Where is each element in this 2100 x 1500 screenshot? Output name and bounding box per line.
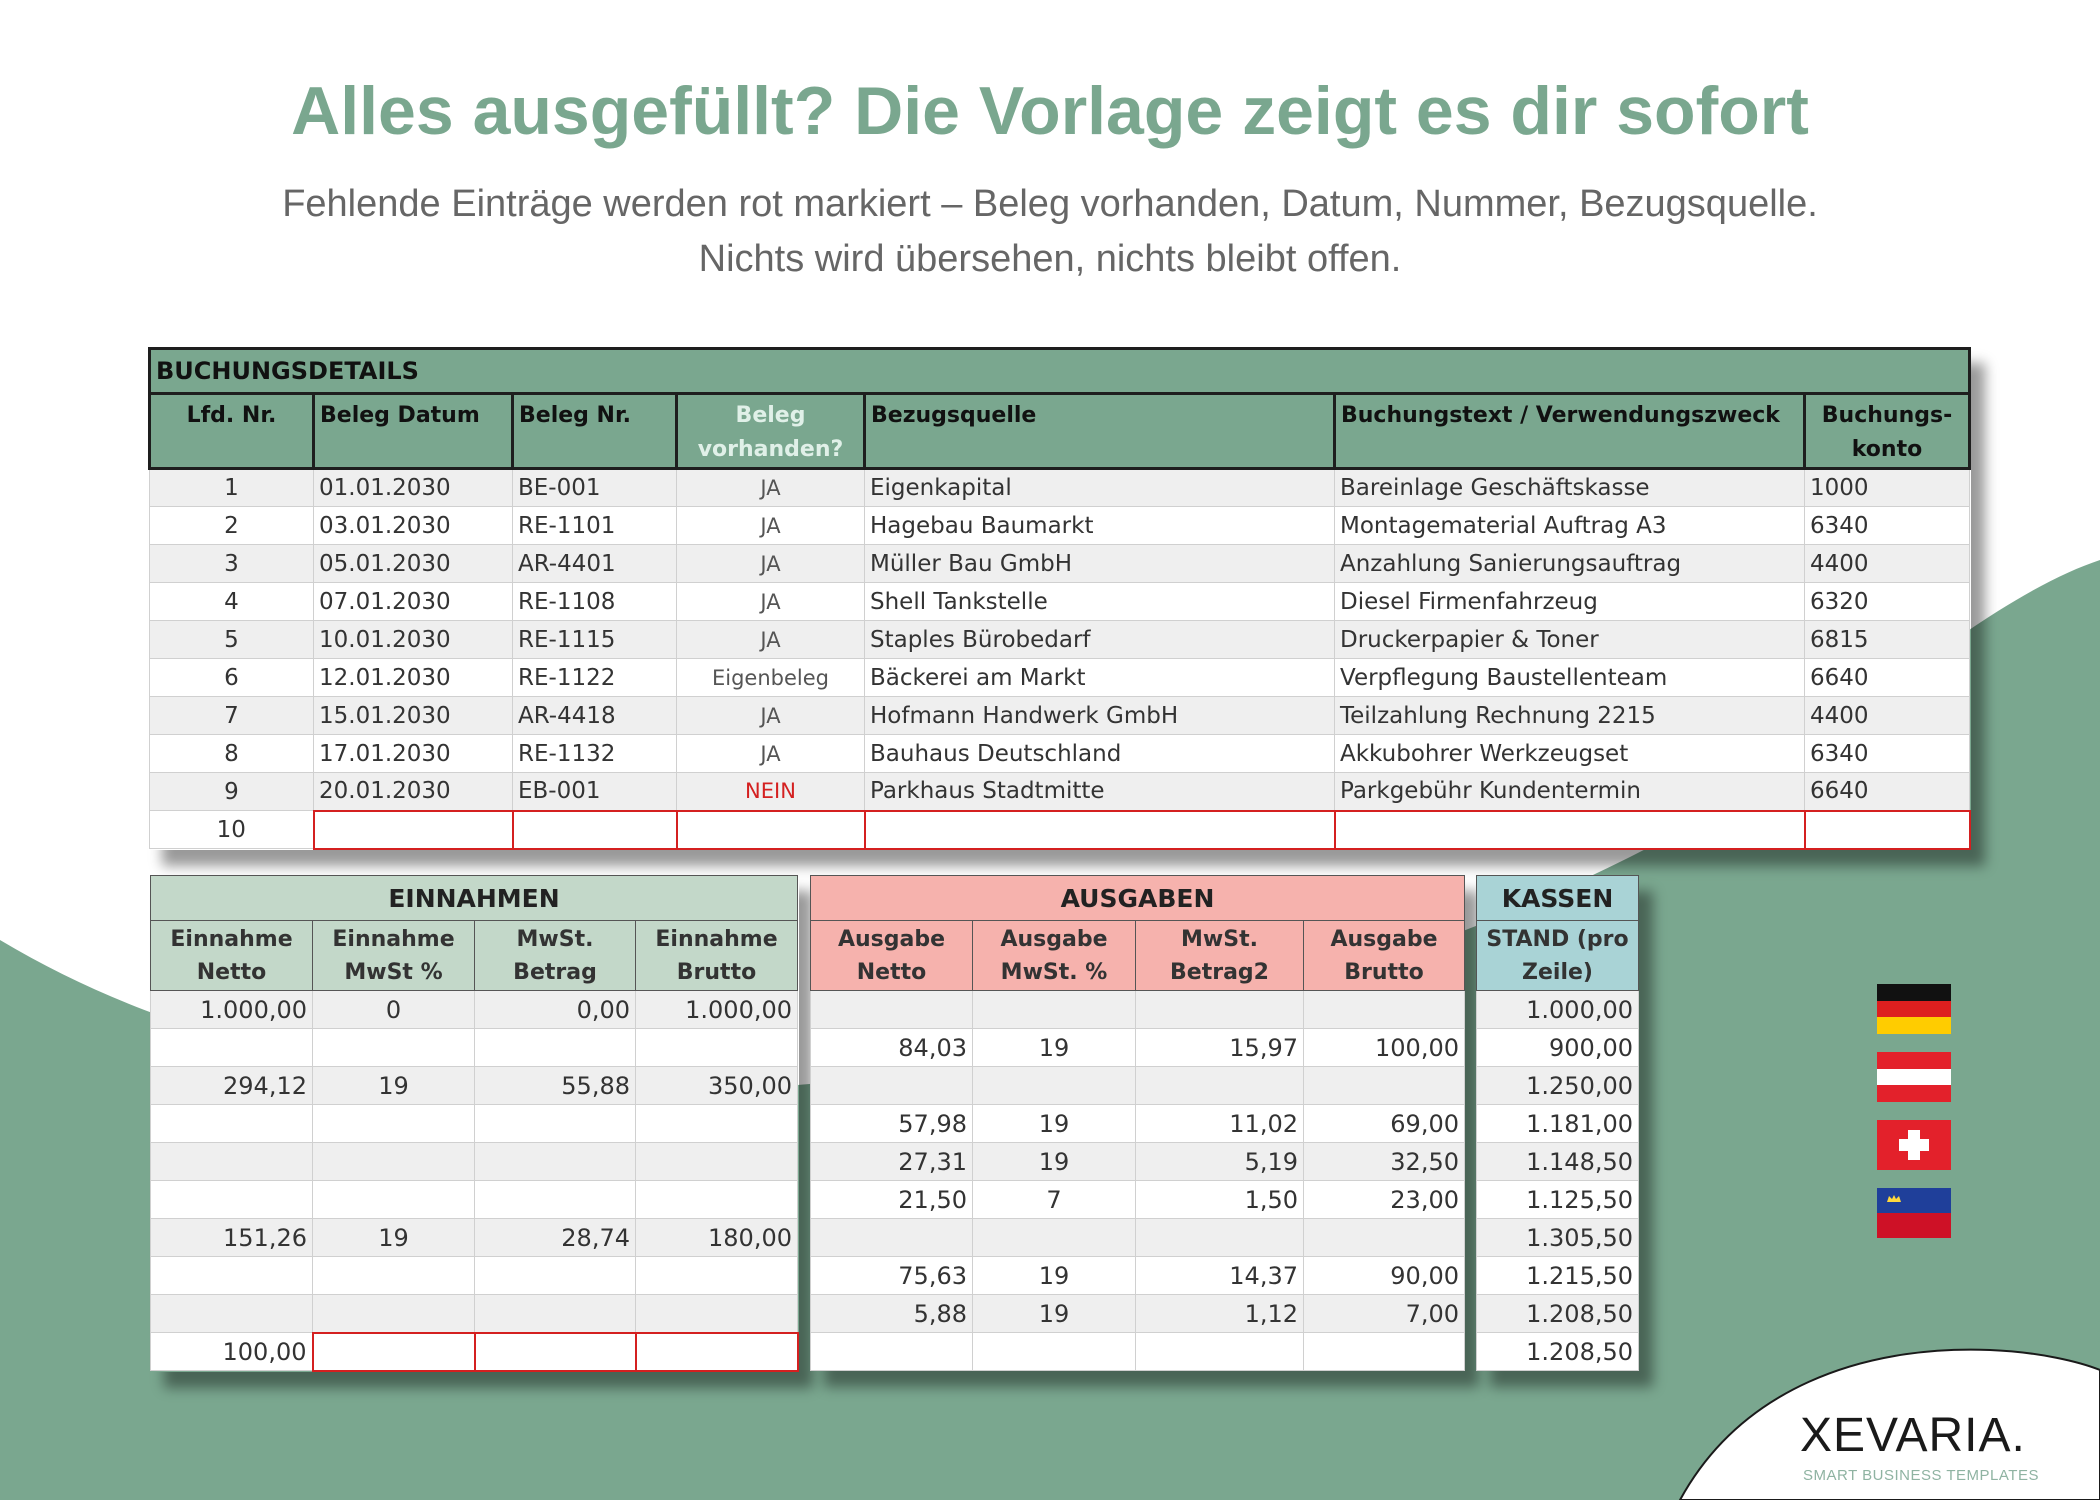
cell-kassen-stand[interactable]: 1.181,00 <box>1477 1105 1639 1143</box>
cell-kassen-stand[interactable]: 1.250,00 <box>1477 1067 1639 1105</box>
cell-einnahmen-netto[interactable]: 100,00 <box>151 1333 313 1371</box>
cell-buchungskonto[interactable]: 1000 <box>1805 469 1970 507</box>
cell-einnahmen-pct[interactable]: 19 <box>313 1067 475 1105</box>
table-row <box>811 1219 1465 1257</box>
einnahmen-table <box>150 875 799 1372</box>
cell-einnahmen-pct[interactable] <box>313 1029 475 1067</box>
cell-buchungstext[interactable]: Diesel Firmenfahrzeug <box>1335 583 1805 621</box>
cell-beleg-datum[interactable]: 03.01.2030 <box>314 507 513 545</box>
cell-einnahmen-brutto[interactable] <box>636 1257 798 1295</box>
cell-beleg-datum[interactable]: 01.01.2030 <box>314 469 513 507</box>
table-row <box>150 507 1970 545</box>
column-header-beleg-datum: Beleg Datum <box>314 394 513 469</box>
cell-einnahmen-brutto[interactable]: 350,00 <box>636 1067 798 1105</box>
cell-beleg-vorhanden[interactable]: JA <box>677 621 865 659</box>
cell-bezugsquelle[interactable]: Staples Bürobedarf <box>865 621 1335 659</box>
section-title-buchungsdetails: BUCHUNGSDETAILS <box>150 349 1970 394</box>
cell-lfd-nr[interactable]: 10 <box>150 811 314 849</box>
brand-logo: XEVARIA. <box>1800 1409 2026 1462</box>
cell-kassen-stand[interactable]: 1.208,50 <box>1477 1333 1639 1371</box>
cell-bezugsquelle[interactable]: Eigenkapital <box>865 469 1335 507</box>
kassen-table <box>1476 875 1639 1371</box>
cell-beleg-vorhanden[interactable]: Eigenbeleg <box>677 659 865 697</box>
cell-beleg-vorhanden[interactable]: JA <box>677 507 865 545</box>
cell-ausgaben-pct[interactable]: 19 <box>973 1029 1136 1067</box>
table-row <box>1477 1105 1639 1143</box>
cell-lfd-nr[interactable]: 3 <box>150 545 314 583</box>
table-row <box>151 1143 798 1181</box>
cell-buchungstext[interactable]: Teilzahlung Rechnung 2215 <box>1335 697 1805 735</box>
table-row <box>151 1029 798 1067</box>
table-row <box>151 1067 798 1105</box>
cell-einnahmen-betrag[interactable] <box>475 1181 636 1219</box>
cell-buchungstext[interactable]: Verpflegung Baustellenteam <box>1335 659 1805 697</box>
cell-lfd-nr[interactable]: 2 <box>150 507 314 545</box>
cell-beleg-vorhanden[interactable]: JA <box>677 735 865 773</box>
cell-ausgaben-betrag[interactable] <box>1136 1219 1304 1257</box>
cell-bezugsquelle[interactable] <box>865 811 1335 849</box>
cell-beleg-nr[interactable]: EB-001 <box>513 773 677 811</box>
cell-lfd-nr[interactable]: 1 <box>150 469 314 507</box>
table-row <box>150 469 1970 507</box>
cell-einnahmen-netto[interactable]: 151,26 <box>151 1219 313 1257</box>
cell-ausgaben-netto[interactable]: 27,31 <box>811 1143 973 1181</box>
cell-beleg-datum[interactable]: 05.01.2030 <box>314 545 513 583</box>
table-row <box>811 1295 1465 1333</box>
cell-buchungskonto[interactable]: 6340 <box>1805 507 1970 545</box>
table-row <box>151 1333 798 1371</box>
cell-beleg-datum[interactable]: 07.01.2030 <box>314 583 513 621</box>
cell-bezugsquelle[interactable]: Parkhaus Stadtmitte <box>865 773 1335 811</box>
cell-einnahmen-betrag[interactable]: 28,74 <box>475 1219 636 1257</box>
cell-ausgaben-pct[interactable]: 19 <box>973 1295 1136 1333</box>
cell-beleg-datum[interactable]: 20.01.2030 <box>314 773 513 811</box>
cell-einnahmen-pct[interactable]: 19 <box>313 1219 475 1257</box>
cell-beleg-datum[interactable]: 15.01.2030 <box>314 697 513 735</box>
liechtenstein-flag-icon <box>1877 1188 1951 1238</box>
cell-ausgaben-pct[interactable] <box>973 1219 1136 1257</box>
cell-buchungstext[interactable]: Parkgebühr Kundentermin <box>1335 773 1805 811</box>
cell-einnahmen-netto[interactable] <box>151 1257 313 1295</box>
cell-beleg-vorhanden[interactable]: JA <box>677 469 865 507</box>
table-row <box>150 811 1970 849</box>
cell-einnahmen-betrag[interactable] <box>475 1333 636 1371</box>
cell-beleg-nr[interactable]: RE-1132 <box>513 735 677 773</box>
cell-kassen-stand[interactable]: 1.000,00 <box>1477 991 1639 1029</box>
cell-lfd-nr[interactable]: 4 <box>150 583 314 621</box>
cell-ausgaben-netto[interactable]: 5,88 <box>811 1295 973 1333</box>
cell-beleg-nr[interactable]: RE-1122 <box>513 659 677 697</box>
section-title-ausgaben: AUSGABEN <box>811 876 1465 921</box>
table-row <box>151 1181 798 1219</box>
cell-buchungskonto[interactable]: 6815 <box>1805 621 1970 659</box>
cell-einnahmen-betrag[interactable] <box>475 1143 636 1181</box>
table-row <box>150 583 1970 621</box>
table-row <box>150 773 1970 811</box>
column-header-beleg-nr: Beleg Nr. <box>513 394 677 469</box>
cell-ausgaben-betrag[interactable]: 1,50 <box>1136 1181 1304 1219</box>
section-title-einnahmen: EINNAHMEN <box>151 876 798 921</box>
cell-ausgaben-brutto[interactable]: 7,00 <box>1304 1295 1465 1333</box>
page-title: Alles ausgefüllt? Die Vorlage zeigt es dir sofort <box>291 73 1809 149</box>
cell-beleg-nr[interactable]: AR-4418 <box>513 697 677 735</box>
column-header-einnahme-netto: Einnahme Netto <box>151 921 313 991</box>
column-header-einnahme-mwst-betrag: MwSt. Betrag <box>475 921 636 991</box>
cell-einnahmen-betrag[interactable] <box>475 1257 636 1295</box>
cell-einnahmen-pct[interactable] <box>313 1181 475 1219</box>
table-row <box>1477 1143 1639 1181</box>
cell-beleg-nr[interactable]: RE-1101 <box>513 507 677 545</box>
cell-lfd-nr[interactable]: 7 <box>150 697 314 735</box>
cell-einnahmen-brutto[interactable] <box>636 1181 798 1219</box>
cell-buchungskonto[interactable]: 4400 <box>1805 545 1970 583</box>
cell-einnahmen-pct[interactable] <box>313 1295 475 1333</box>
table-row <box>150 621 1970 659</box>
austria-flag-icon <box>1877 1052 1951 1102</box>
column-header-ausgabe-mwst-betrag: MwSt. Betrag2 <box>1136 921 1304 991</box>
cell-lfd-nr[interactable]: 6 <box>150 659 314 697</box>
table-row <box>1477 991 1639 1029</box>
cell-einnahmen-pct[interactable] <box>313 1105 475 1143</box>
table-row <box>811 1333 1465 1371</box>
cell-ausgaben-brutto[interactable]: 69,00 <box>1304 1105 1465 1143</box>
cell-einnahmen-netto[interactable]: 294,12 <box>151 1067 313 1105</box>
cell-kassen-stand[interactable]: 1.305,50 <box>1477 1219 1639 1257</box>
cell-beleg-vorhanden[interactable]: JA <box>677 545 865 583</box>
column-header-buchungstext: Buchungstext / Verwendungszweck <box>1335 394 1805 469</box>
cell-ausgaben-betrag[interactable]: 5,19 <box>1136 1143 1304 1181</box>
cell-beleg-nr[interactable]: BE-001 <box>513 469 677 507</box>
cell-kassen-stand[interactable]: 900,00 <box>1477 1029 1639 1067</box>
table-row <box>151 1105 798 1143</box>
table-row <box>150 659 1970 697</box>
cell-ausgaben-pct[interactable] <box>973 991 1136 1029</box>
buchungsdetails-table <box>148 347 1971 850</box>
cell-bezugsquelle[interactable]: Bauhaus Deutschland <box>865 735 1335 773</box>
column-header-ausgabe-brutto: Ausgabe Brutto <box>1304 921 1465 991</box>
table-row <box>811 1105 1465 1143</box>
switzerland-flag-icon <box>1877 1120 1951 1170</box>
cell-einnahmen-netto[interactable]: 1.000,00 <box>151 991 313 1029</box>
cell-buchungskonto[interactable]: 6340 <box>1805 735 1970 773</box>
cell-einnahmen-betrag[interactable] <box>475 1105 636 1143</box>
cell-einnahmen-brutto[interactable] <box>636 1105 798 1143</box>
cell-ausgaben-pct[interactable]: 19 <box>973 1105 1136 1143</box>
table-row <box>811 1181 1465 1219</box>
cell-ausgaben-brutto[interactable] <box>1304 991 1465 1029</box>
cell-bezugsquelle[interactable]: Shell Tankstelle <box>865 583 1335 621</box>
section-title-kassen: KASSEN <box>1477 876 1639 921</box>
cell-einnahmen-brutto[interactable]: 180,00 <box>636 1219 798 1257</box>
cell-ausgaben-netto[interactable] <box>811 1333 973 1371</box>
cell-einnahmen-brutto[interactable] <box>636 1333 798 1371</box>
germany-flag-icon <box>1877 984 1951 1034</box>
brand-tagline: SMART BUSINESS TEMPLATES <box>1803 1467 2039 1484</box>
cell-ausgaben-betrag[interactable] <box>1136 991 1304 1029</box>
cell-einnahmen-betrag[interactable] <box>475 1029 636 1067</box>
cell-ausgaben-brutto[interactable]: 90,00 <box>1304 1257 1465 1295</box>
cell-lfd-nr[interactable]: 5 <box>150 621 314 659</box>
cell-ausgaben-pct[interactable]: 19 <box>973 1257 1136 1295</box>
table-row <box>811 1257 1465 1295</box>
column-header-buchungskonto: Buchungs-konto <box>1805 394 1970 469</box>
cell-beleg-vorhanden[interactable]: JA <box>677 583 865 621</box>
cell-lfd-nr[interactable]: 8 <box>150 735 314 773</box>
cell-bezugsquelle[interactable]: Bäckerei am Markt <box>865 659 1335 697</box>
cell-einnahmen-netto[interactable] <box>151 1029 313 1067</box>
table-row <box>151 991 798 1029</box>
cell-beleg-datum[interactable]: 10.01.2030 <box>314 621 513 659</box>
cell-beleg-vorhanden[interactable]: NEIN <box>677 773 865 811</box>
cell-einnahmen-pct[interactable] <box>313 1333 475 1371</box>
cell-einnahmen-netto[interactable] <box>151 1143 313 1181</box>
cell-einnahmen-brutto[interactable] <box>636 1295 798 1333</box>
cell-ausgaben-betrag[interactable]: 15,97 <box>1136 1029 1304 1067</box>
cell-einnahmen-netto[interactable] <box>151 1295 313 1333</box>
cell-ausgaben-brutto[interactable] <box>1304 1333 1465 1371</box>
cell-ausgaben-brutto[interactable]: 32,50 <box>1304 1143 1465 1181</box>
cell-beleg-nr[interactable]: AR-4401 <box>513 545 677 583</box>
table-row <box>151 1219 798 1257</box>
table-row <box>811 1067 1465 1105</box>
cell-einnahmen-brutto[interactable]: 1.000,00 <box>636 991 798 1029</box>
cell-einnahmen-betrag[interactable]: 0,00 <box>475 991 636 1029</box>
cell-buchungskonto[interactable]: 6640 <box>1805 773 1970 811</box>
cell-ausgaben-brutto[interactable]: 23,00 <box>1304 1181 1465 1219</box>
cell-ausgaben-pct[interactable]: 7 <box>973 1181 1136 1219</box>
cell-kassen-stand[interactable]: 1.125,50 <box>1477 1181 1639 1219</box>
table-row <box>150 697 1970 735</box>
table-row <box>811 1143 1465 1181</box>
table-row <box>1477 1067 1639 1105</box>
cell-ausgaben-pct[interactable] <box>973 1067 1136 1105</box>
table-row <box>150 735 1970 773</box>
cell-buchungstext[interactable]: Akkubohrer Werkzeugset <box>1335 735 1805 773</box>
cell-buchungskonto[interactable]: 6320 <box>1805 583 1970 621</box>
cell-ausgaben-netto[interactable] <box>811 1067 973 1105</box>
cell-buchungstext[interactable]: Druckerpapier & Toner <box>1335 621 1805 659</box>
table-row <box>1477 1181 1639 1219</box>
cell-beleg-datum[interactable]: 12.01.2030 <box>314 659 513 697</box>
table-row <box>151 1257 798 1295</box>
cell-ausgaben-netto[interactable]: 75,63 <box>811 1257 973 1295</box>
table-row <box>150 545 1970 583</box>
cell-beleg-datum[interactable]: 17.01.2030 <box>314 735 513 773</box>
cell-kassen-stand[interactable]: 1.208,50 <box>1477 1295 1639 1333</box>
cell-ausgaben-netto[interactable]: 21,50 <box>811 1181 973 1219</box>
column-header-bezugsquelle: Bezugsquelle <box>865 394 1335 469</box>
column-header-ausgabe-mwst-pct: Ausgabe MwSt. % <box>973 921 1136 991</box>
cell-einnahmen-netto[interactable] <box>151 1181 313 1219</box>
cell-beleg-nr[interactable]: RE-1115 <box>513 621 677 659</box>
page-subtitle-line1: Fehlende Einträge werden rot markiert – Beleg vorhanden, Datum, Nummer, Bezugsquelle. <box>282 183 1818 225</box>
column-header-beleg-vorhanden: Beleg vorhanden? <box>677 394 865 469</box>
cell-bezugsquelle[interactable]: Hagebau Baumarkt <box>865 507 1335 545</box>
cell-ausgaben-netto[interactable] <box>811 1219 973 1257</box>
cell-einnahmen-brutto[interactable] <box>636 1029 798 1067</box>
table-row <box>1477 1219 1639 1257</box>
cell-ausgaben-netto[interactable]: 57,98 <box>811 1105 973 1143</box>
cell-buchungstext[interactable]: Montagematerial Auftrag A3 <box>1335 507 1805 545</box>
cell-kassen-stand[interactable]: 1.148,50 <box>1477 1143 1639 1181</box>
cell-ausgaben-betrag[interactable] <box>1136 1067 1304 1105</box>
cell-ausgaben-betrag[interactable]: 11,02 <box>1136 1105 1304 1143</box>
cell-ausgaben-betrag[interactable]: 14,37 <box>1136 1257 1304 1295</box>
cell-ausgaben-netto[interactable] <box>811 991 973 1029</box>
cell-ausgaben-brutto[interactable]: 100,00 <box>1304 1029 1465 1067</box>
cell-einnahmen-brutto[interactable] <box>636 1143 798 1181</box>
cell-ausgaben-pct[interactable] <box>973 1333 1136 1371</box>
cell-einnahmen-pct[interactable]: 0 <box>313 991 475 1029</box>
cell-buchungskonto[interactable] <box>1805 811 1970 849</box>
ausgaben-table <box>810 875 1465 1371</box>
cell-einnahmen-betrag[interactable] <box>475 1295 636 1333</box>
table-row <box>151 1295 798 1333</box>
cell-einnahmen-pct[interactable] <box>313 1143 475 1181</box>
cell-bezugsquelle[interactable]: Müller Bau GmbH <box>865 545 1335 583</box>
cell-einnahmen-betrag[interactable]: 55,88 <box>475 1067 636 1105</box>
column-header-einnahme-mwst-pct: Einnahme MwSt % <box>313 921 475 991</box>
cell-einnahmen-netto[interactable] <box>151 1105 313 1143</box>
cell-ausgaben-betrag[interactable]: 1,12 <box>1136 1295 1304 1333</box>
cell-beleg-datum[interactable] <box>314 811 513 849</box>
cell-ausgaben-brutto[interactable] <box>1304 1219 1465 1257</box>
cell-ausgaben-netto[interactable]: 84,03 <box>811 1029 973 1067</box>
column-header-kassen-stand: STAND (pro Zeile) <box>1477 921 1639 991</box>
page-subtitle-line2: Nichts wird übersehen, nichts bleibt offen. <box>698 238 1402 280</box>
table-row <box>1477 1333 1639 1371</box>
cell-buchungskonto[interactable]: 4400 <box>1805 697 1970 735</box>
cell-buchungstext[interactable]: Bareinlage Geschäftskasse <box>1335 469 1805 507</box>
table-row <box>1477 1257 1639 1295</box>
cell-buchungstext[interactable] <box>1335 811 1805 849</box>
cell-bezugsquelle[interactable]: Hofmann Handwerk GmbH <box>865 697 1335 735</box>
column-header-einnahme-brutto: Einnahme Brutto <box>636 921 798 991</box>
column-header-lfd-nr: Lfd. Nr. <box>150 394 314 469</box>
cell-ausgaben-brutto[interactable] <box>1304 1067 1465 1105</box>
cell-beleg-vorhanden[interactable] <box>677 811 865 849</box>
cell-buchungstext[interactable]: Anzahlung Sanierungsauftrag <box>1335 545 1805 583</box>
cell-kassen-stand[interactable]: 1.215,50 <box>1477 1257 1639 1295</box>
column-header-ausgabe-netto: Ausgabe Netto <box>811 921 973 991</box>
cell-ausgaben-betrag[interactable] <box>1136 1333 1304 1371</box>
table-row <box>1477 1295 1639 1333</box>
cell-ausgaben-pct[interactable]: 19 <box>973 1143 1136 1181</box>
cell-lfd-nr[interactable]: 9 <box>150 773 314 811</box>
cell-beleg-vorhanden[interactable]: JA <box>677 697 865 735</box>
cell-beleg-nr[interactable] <box>513 811 677 849</box>
cell-beleg-nr[interactable]: RE-1108 <box>513 583 677 621</box>
cell-einnahmen-pct[interactable] <box>313 1257 475 1295</box>
table-row <box>811 1029 1465 1067</box>
table-row <box>1477 1029 1639 1067</box>
table-row <box>811 991 1465 1029</box>
cell-buchungskonto[interactable]: 6640 <box>1805 659 1970 697</box>
